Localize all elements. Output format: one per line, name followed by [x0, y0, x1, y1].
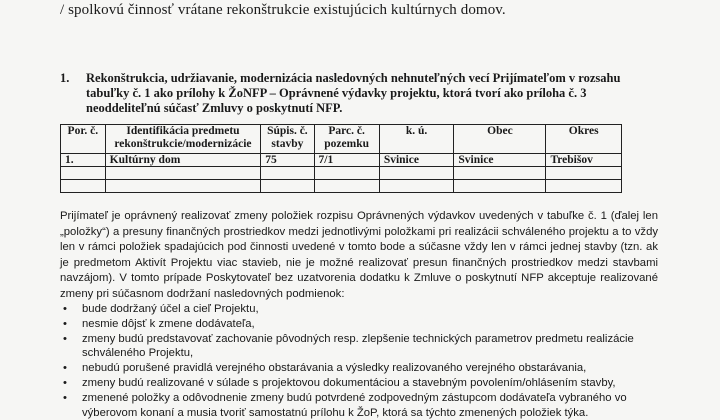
- list-item-text: • zmeny budú predstavovať zachovanie pôvodných resp. zlepšenie technických parametrov predmetu realizácie schváleného Projektu,: [82, 332, 634, 360]
- list-item: [60, 332, 660, 362]
- table-cell: [61, 180, 106, 193]
- assets-table: [60, 124, 622, 193]
- header-cell: Parc. č. pozemku: [314, 125, 379, 154]
- table-cell: 75: [261, 154, 314, 167]
- top-line-text: / spolkovú činnosť vrátane rekonštrukcie existujúcich kultúrnych domov.: [60, 2, 506, 18]
- table-cell: [454, 167, 546, 180]
- list-item: [60, 376, 660, 391]
- table-cell: Kultúrny dom: [105, 154, 261, 167]
- paragraph-changes: [60, 209, 658, 302]
- table-cell: 1.: [61, 154, 106, 167]
- list-item-text: • nebudú porušené pravidlá verejného obstarávania a výsledky realizovaného verejného obstarávania,: [82, 362, 587, 375]
- table-cell: [261, 180, 314, 193]
- table-cell: [546, 167, 622, 180]
- header-cell: Por. č.: [61, 125, 106, 154]
- table-cell: 7/1: [314, 154, 379, 167]
- list-item-text: • nesmie dôjsť k zmene dodávateľa,: [82, 317, 255, 330]
- paragraph-text: Prijímateľ je oprávnený realizovať zmeny položiek rozpisu Oprávnených výdavkov uvedených v tabuľke č. 1 (ďalej len „položky“) a presuny finančných prostriedkov medzi jednotlivými položkami pri realizácii schváleného projektu a to vždy len v rámci položiek spadajúcich pod činnosti uvedené v tomto bode a súčasne vždy len v rámci jednej stavby (tzn. ak je predmetom Aktivít Projektu viac stavieb, nie je možné realizovať presun finančných prostriedkov medzi stavbami navzájom). V tomto prípade Poskytovateľ bez uzatvorenia dodatku k Zmluve o poskytnutí NFP akceptuje realizované zmeny pri súčasnom dodržaní nasledovných podmienok:: [60, 210, 658, 300]
- list-item-text: • zmenené položky a odôvodnenie zmeny budú potvrdené zodpovedným zástupcom dodávateľa vybraného vo výberovom konaní a musia tvoriť samostatnú prílohu k ŽoP, ktorá sa týchto zmenených položiek týka.: [82, 391, 627, 419]
- table-row: [61, 167, 622, 180]
- table-row: [61, 180, 622, 193]
- table-cell: Svinice: [379, 154, 454, 167]
- table-cell: [379, 180, 454, 193]
- list-item: [60, 302, 660, 317]
- section-number: 1.: [60, 71, 70, 85]
- list-item-text: • bude dodržaný účel a cieľ Projektu,: [82, 303, 259, 315]
- table-cell: [454, 180, 546, 193]
- table-cell: [314, 180, 379, 193]
- list-item: [60, 391, 660, 420]
- table-cell: [105, 180, 261, 193]
- table-cell: [546, 180, 622, 193]
- header-cell: Súpis. č. stavby: [261, 125, 314, 154]
- list-item: [60, 361, 660, 376]
- list-item: [60, 317, 660, 332]
- table-cell: [261, 167, 314, 180]
- conditions-list: [60, 302, 660, 420]
- section-text: Rekonštrukcia, udržiavanie, modernizácia nasledovných nehnuteľných vecí Prijímateľom v rozsahu tabuľky č. 1 ako prílohy k ŽoNFP – Oprávnené výdavky projektu, ktorá tvorí ako príloha č. 3 neoddeliteľnú súčasť Zmluvy o poskytnutí NFP.: [86, 71, 621, 115]
- table-cell: [314, 167, 379, 180]
- header-cell: Okres: [546, 125, 622, 154]
- table-header-row: [61, 125, 622, 154]
- table-cell: [379, 167, 454, 180]
- list-item-text: • zmeny budú realizované v súlade s projektovou dokumentáciou a stavebným povolením/ohlásením stavby,: [82, 376, 616, 389]
- table-cell: [105, 167, 261, 180]
- header-cell: Identifikácia predmetu rekonštrukcie/modernizácie: [105, 125, 261, 154]
- table-cell: Svinice: [454, 154, 546, 167]
- header-cell: Obec: [454, 125, 546, 154]
- table-row: [61, 154, 622, 167]
- table-cell: Trebišov: [546, 154, 622, 167]
- table-cell: [61, 167, 106, 180]
- header-cell: k. ú.: [379, 125, 454, 154]
